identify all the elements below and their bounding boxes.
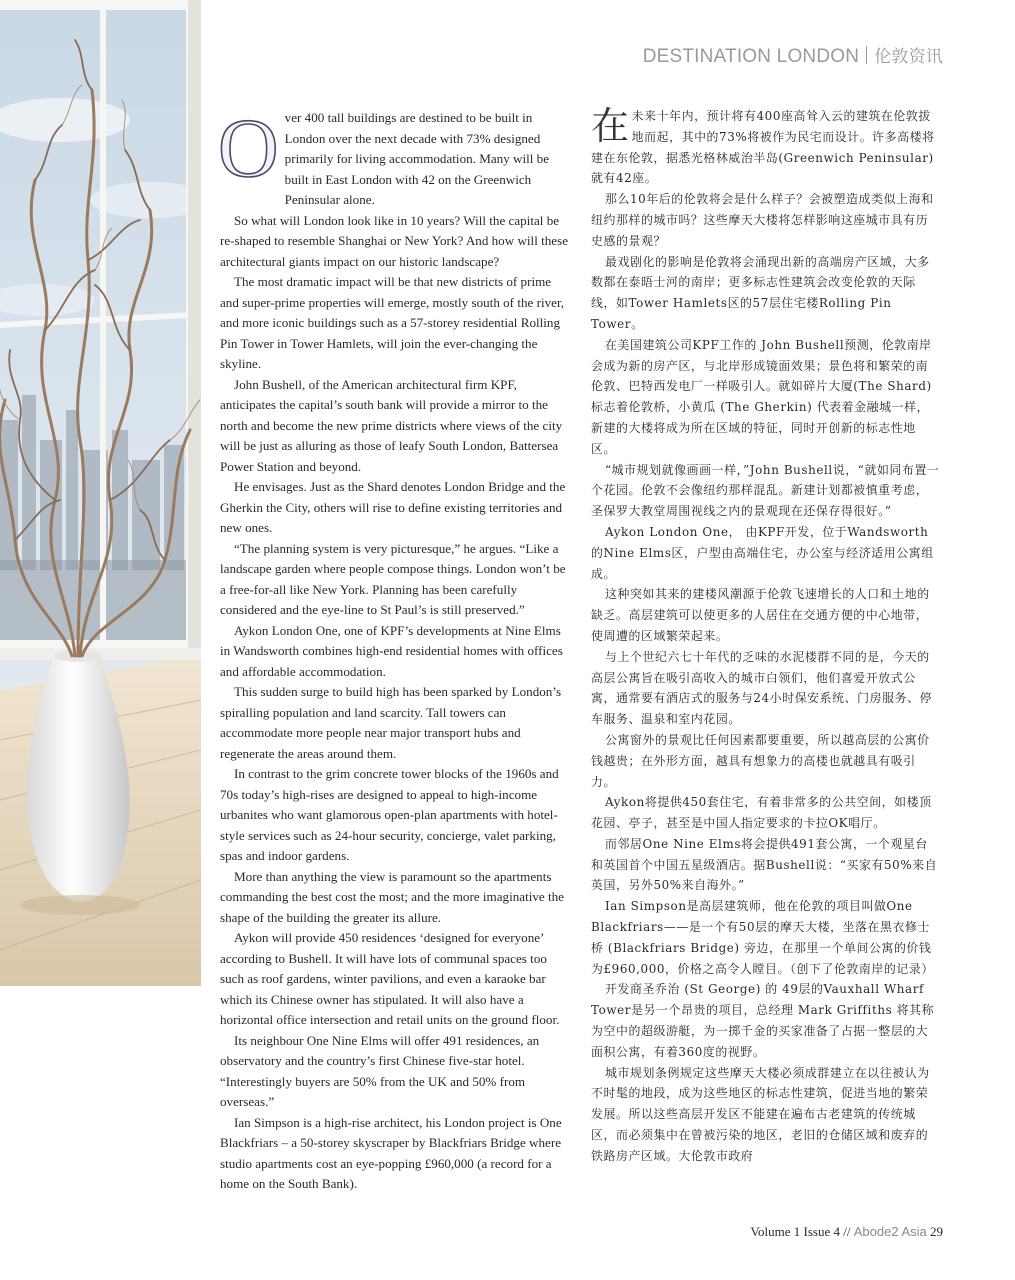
section-title-en: DESTINATION LONDON: [642, 46, 860, 67]
paragraph: 城市规划条例规定这些摩天大楼必须成群建立在以往被认为不时髦的地段，成为这些地区的标志性建筑，促进当地的繁荣发展。所以这些高层开发区不能建在遍布古老建筑的传统城区，而必须集中在曾被污染的地区，老旧的仓储区域和废弃的铁路房产区域。大伦敦市政府: [591, 1065, 930, 1163]
section-header: [643, 42, 943, 68]
paragraph: Aykon London One， 由KPF开发，位于Wandsworth的Nine Elms区，户型由高端住宅，办公室与经济适用公寓组成。: [591, 524, 934, 581]
paragraph: The most dramatic impact will be that new districts of prime and super-prime properties will emerge, mostly south of the river, and more iconic buildings such as a 57-storey residential Rolling Pin Tower in Tower Hamlets, will join the ever-changing the skyline.: [220, 274, 565, 371]
paragraph: 与上个世纪六七十年代的乏味的水泥楼群不同的是，今天的高层公寓旨在吸引高收入的城市白领们，他们喜爱开放式公寓，通常要有酒店式的服务与24小时保安系统、门房服务、停车服务、温泉和室内花园。: [591, 649, 933, 727]
paragraph: 开发商圣乔治 (St George) 的 49层的Vauxhall Wharf Tower是另一个昂贵的项目，总经理 Mark Griffiths 将其称为空中的超级游艇，为一掷千金的买家准备了占据一整层的大面积公寓，有着360度的视野。: [591, 982, 935, 1059]
drop-cap-en: O: [218, 102, 279, 195]
paragraph: Ian Simpson is a high-rise architect, his London project is One Blackfriars – a 50-storey skyscraper by Blackfriars Bridge where studio apartments cost an eye-popping £960,000 (a record for a home on the South Bank).: [220, 1114, 562, 1191]
paragraph: So what will London look like in 10 years? Will the capital be re-shaped to resemble Shanghai or New York? And how will these architectural giants impact on our historic landscape?: [220, 212, 569, 269]
paragraph: He envisages. Just as the Shard denotes London Bridge and the Gherkin the City, others will rise to define existing territories and new ones.: [220, 479, 566, 535]
paragraph: “The planning system is very picturesque,” he argues. “Like a landscape garden where people compose things. London won’t be a free-for-all like New York. Planning has been carefully considered and the eye-line to St Paul’s is still preserved.”: [220, 540, 566, 617]
paragraph: Its neighbour One Nine Elms will offer 491 residences, an observatory and the country’s first Chinese five-star hotel. “Interestingly buyers are 50% from the UK and 50% from overseas.”: [220, 1032, 540, 1109]
article-chinese: [591, 106, 940, 1167]
paragraph: 这种突如其来的建楼风潮源于伦敦飞速增长的人口和土地的缺乏。高层建筑可以使更多的人居住在交通方便的中心地带，使周遭的区域繁荣起来。: [591, 587, 930, 643]
drop-cap-cn: 在: [591, 104, 630, 148]
paragraph: 公寓窗外的景观比任何因素都要重要，所以越高层的公寓价钱越贵；在外形方面，越具有想象力的高楼也就越具有吸引力。: [591, 732, 930, 789]
paragraph: 在美国建筑公司KPF工作的 John Bushell预测，伦敦南岸会成为新的房产区，与北岸形成镜面效果；景色将和繁荣的南伦敦、巴特西发电厂一样吸引人。就如碎片大厦(The Shard)标志着伦敦桥，小黄瓜 (The Gherkin) 代表着金融城一样，新建的大楼将成为所在区域的特征，同时开创新的标志性地区。: [591, 337, 932, 456]
article-english: [218, 102, 572, 1195]
page-footer: [750, 1224, 943, 1240]
interior-photo: [0, 0, 201, 986]
paragraph: In contrast to the grim concrete tower blocks of the 1960s and 70s today’s high-rises are designed to appeal to high-income urbanites who want glamorous open-plan apartments with hotel-style services such as 24-hour security, concierge, valet parking, spas and indoor gardens.: [220, 766, 559, 863]
issue-label: Volume 1 Issue 4 //: [750, 1224, 851, 1239]
paragraph: 而邻居One Nine Elms将会提供491套公寓，一个观星台和英国首个中国五星级酒店。据Bushell说：“买家有50%来自英国，另外50%来自海外。”: [591, 836, 938, 893]
magazine-brand: Abode2 Asia: [853, 1224, 927, 1239]
paragraph: John Bushell, of the American architectural firm KPF, anticipates the capital’s south bank will provide a mirror to the north and become the new prime districts where views of the city will be just as alluring as those of leafy South London, Battersea Power Station and beyond.: [220, 376, 563, 474]
paragraph: Aykon London One, one of KPF’s developments at Nine Elms in Wandsworth combines high-end residential homes with offices and affordable accommodation.: [220, 622, 563, 679]
paragraph: 最戏剧化的影响是伦敦将会涌现出新的高端房产区域，大多数都在泰晤士河的南岸；更多标志性建筑会改变伦敦的天际线，如Tower Hamlets区的57层住宅楼Rolling Pin Tower。: [591, 254, 930, 331]
paragraph: Over 400 tall buildings are destined to be built in London over the next decade with 73% designed primarily for living accommodation. Many will be built in East London with 42 on the Greenwich Peninsular alone.: [218, 102, 550, 207]
paragraph: More than anything the view is paramount so the apartments commanding the best cost the most; and the more imaginative the shape of the building the greater its allure.: [220, 868, 564, 925]
paragraph: 在未来十年内，预计将有400座高耸入云的建筑在伦敦拔地而起，其中的73%将被作为民宅而设计。许多高楼将建在东伦敦，据悉光格林威治半岛(Greenwich Peninsular)就有42座。: [591, 104, 935, 186]
paragraph: 那么10年后的伦敦将会是什么样子？会被塑造成类似上海和纽约那样的城市吗？这些摩天大楼将怎样影响这座城市具有历史感的景观？: [591, 192, 934, 248]
paragraph: Aykon will provide 450 residences ‘designed for everyone’ according to Bushell. It will have lots of communal spaces too such as roof gardens, winter pavilions, and even a karaoke bar which its Chinese owner has stipulated. It will also have a horizontal office intersection and retail units on the ground floor.: [220, 930, 560, 1027]
paragraph: Ian Simpson是高层建筑师，他在伦敦的项目叫做One Blackfriars——是一个有50层的摩天大楼，坐落在黑衣修士桥 (Blackfriars Bridge) 旁边，在那里一个单间公寓的价钱为£960,000，价格之高令人瞠目。（创下了伦敦南岸的记录）: [591, 899, 934, 976]
page-number: 29: [930, 1224, 943, 1239]
paragraph: This sudden surge to build high has been sparked by London’s spiralling population and land scarcity. Tall towers can accommodate more people near major transport hubs and regenerate the areas around them.: [220, 684, 562, 761]
header-divider: [866, 46, 867, 64]
paragraph: “城市规划就像画画一样，”John Bushell说，“就如同布置一个花园。伦敦不会像纽约那样混乱。新建计划都被慎重考虑，圣保罗大教堂周围视线之内的景观现在还保存得很好。”: [591, 462, 940, 519]
paragraph: Aykon将提供450套住宅，有着非常多的公共空间，如楼顶花园、亭子，甚至是中国人指定要求的卡拉OK唱厅。: [591, 795, 932, 831]
section-title-cn: 伦敦资讯: [874, 47, 943, 67]
